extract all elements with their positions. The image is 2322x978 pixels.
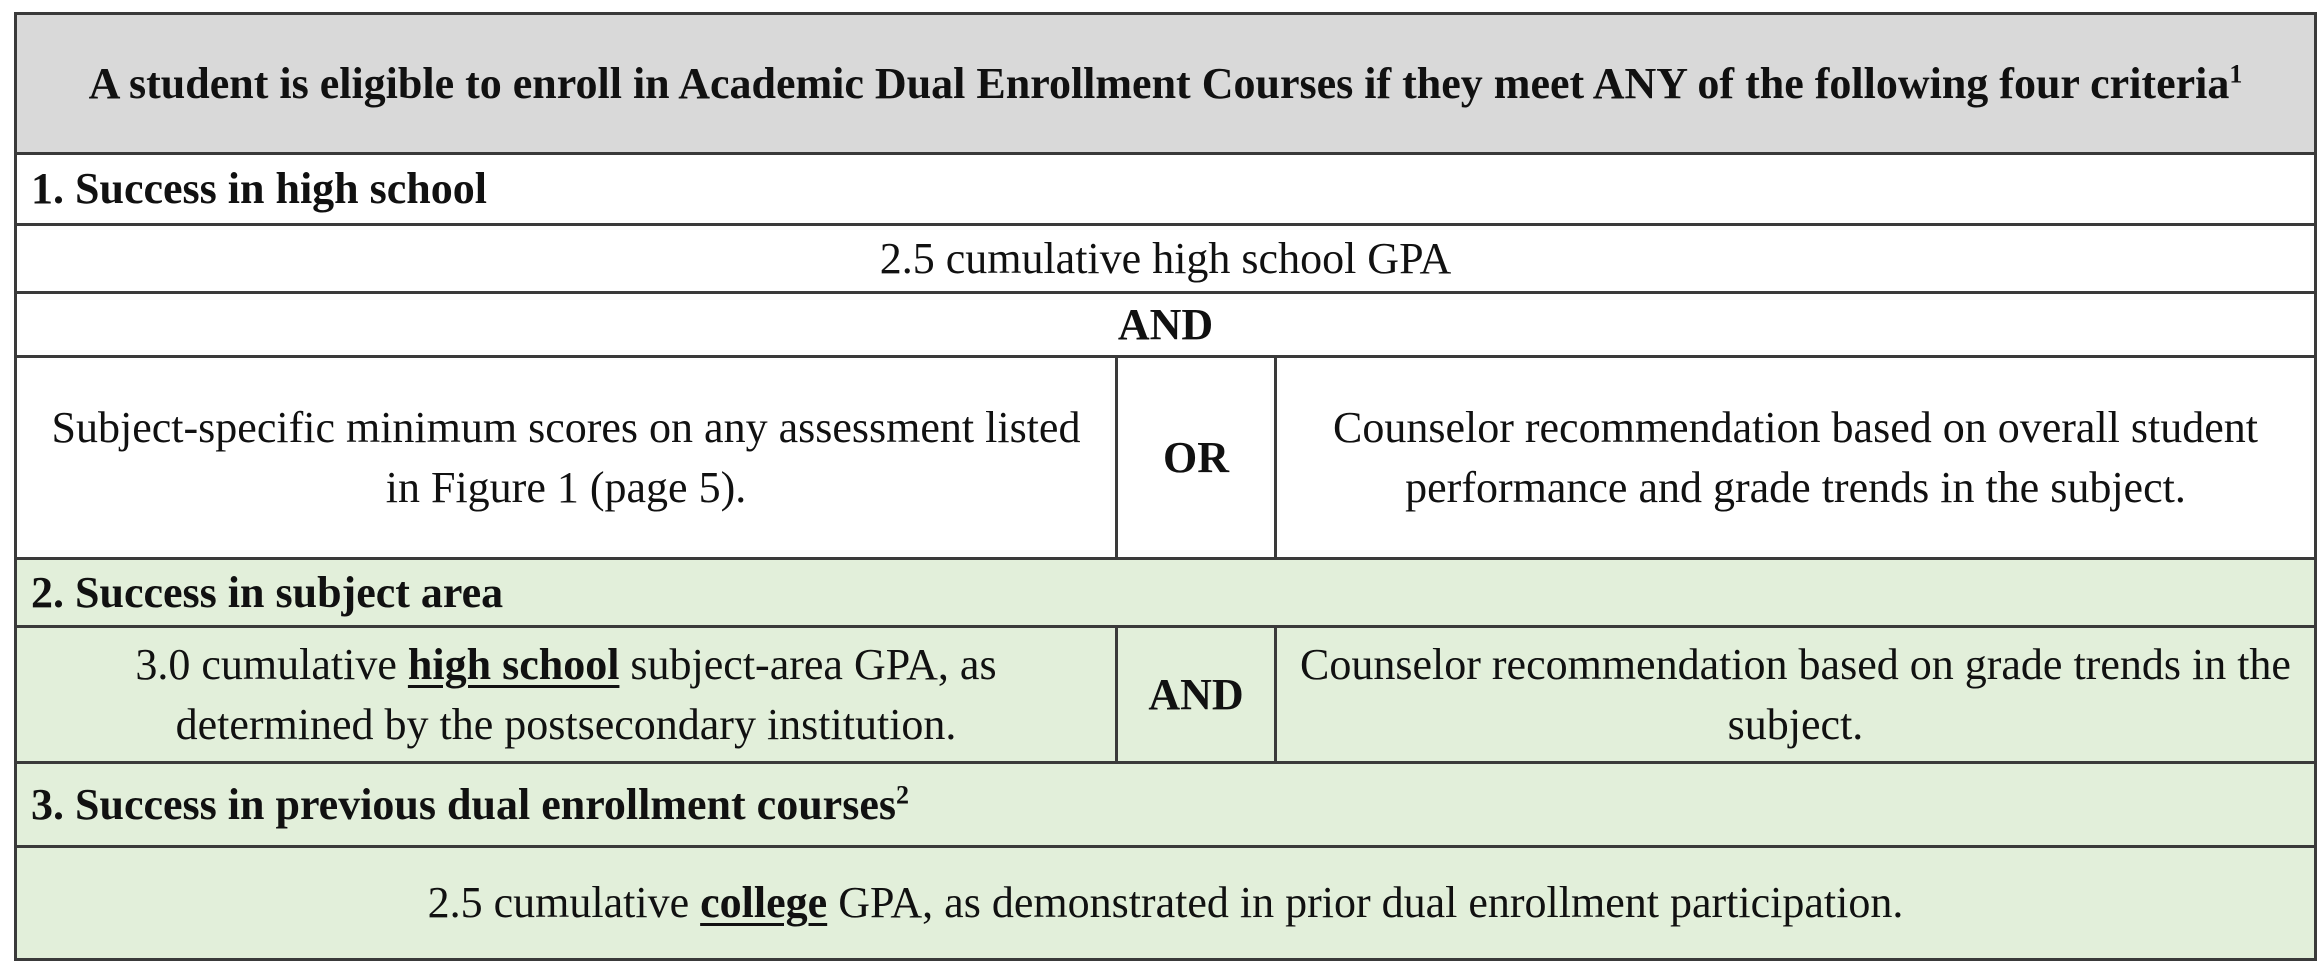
criterion-1-option-a: Subject-specific minimum scores on any assessment listed in Figure 1 (page 5). (16, 357, 1117, 559)
criterion-1-and-connector: AND (16, 293, 2316, 357)
criterion-2-req-suffix: subject-area GPA, as determined by the postsecondary institution. (175, 639, 997, 749)
criterion-2-heading-row (16, 559, 2316, 627)
criterion-2-req-prefix: 3.0 cumulative (135, 639, 408, 689)
table-title: A student is eligible to enroll in Academic Dual Enrollment Courses if they meet ANY of the following four criteria (88, 58, 2230, 108)
criterion-2-req-emphasis: high school (407, 639, 620, 689)
criterion-2-option-b: Counselor recommendation based on grade trends in the subject. (1276, 627, 2316, 763)
eligibility-criteria-table (14, 12, 2317, 961)
criterion-1-gpa-row (16, 225, 2316, 293)
criterion-3-heading: 3. Success in previous dual enrollment courses (31, 779, 896, 829)
criterion-3-requirement (16, 847, 2316, 960)
criterion-2-heading: 2. Success in subject area (16, 559, 2316, 627)
footnote-marker-1: 1 (2229, 58, 2243, 88)
criterion-1-or-connector: OR (1117, 357, 1276, 559)
criterion-1-heading-row (16, 154, 2316, 225)
criterion-2-and-connector: AND (1117, 627, 1276, 763)
criterion-3-heading-row (16, 763, 2316, 847)
criterion-1-heading: 1. Success in high school (16, 154, 2316, 225)
criterion-3-requirement-row (16, 847, 2316, 960)
criterion-3-heading-cell (16, 763, 2316, 847)
table-title-cell (16, 14, 2316, 154)
criterion-3-req-emphasis: college (700, 878, 828, 927)
criterion-1-connector-row (16, 293, 2316, 357)
criterion-3-req-prefix: 2.5 cumulative (427, 878, 701, 927)
criterion-1-option-b: Counselor recommendation based on overall student performance and grade trends in the subject. (1276, 357, 2316, 559)
criterion-1-gpa-requirement: 2.5 cumulative high school GPA (16, 225, 2316, 293)
criterion-3-req-suffix: GPA, as demonstrated in prior dual enrollment participation. (827, 878, 1904, 927)
table-header-row (16, 14, 2316, 154)
footnote-marker-2: 2 (895, 779, 909, 809)
criterion-2-options-row (16, 627, 2316, 763)
criterion-1-options-row (16, 357, 2316, 559)
criterion-2-requirement (16, 627, 1117, 763)
